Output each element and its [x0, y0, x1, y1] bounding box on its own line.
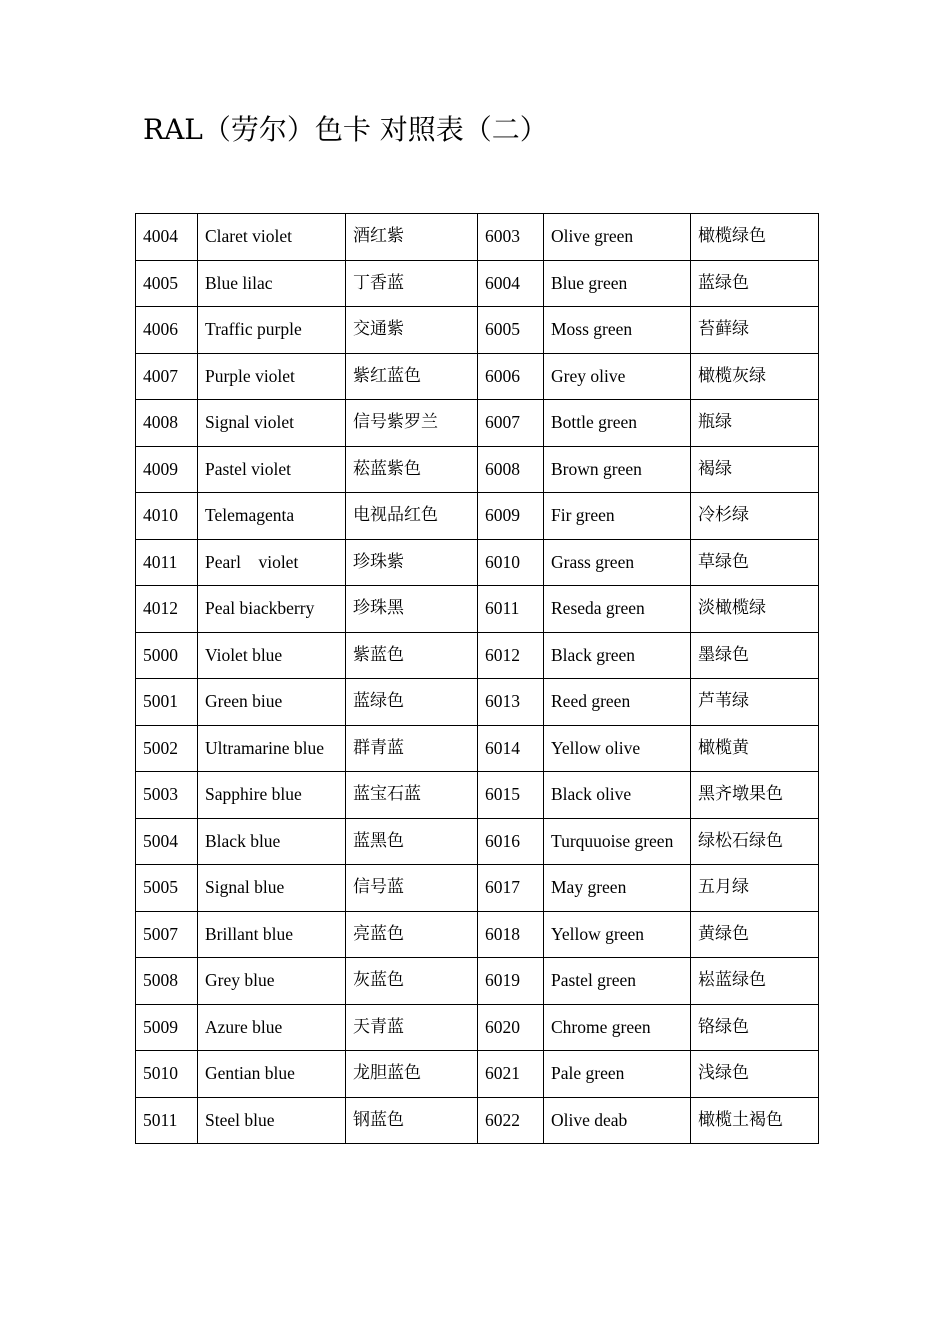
chinese-name-cell: 五月绿 — [691, 865, 819, 912]
ral-code-cell: 6010 — [478, 539, 544, 586]
ral-code-cell: 5000 — [136, 632, 198, 679]
ral-code-cell: 5002 — [136, 725, 198, 772]
ral-color-table — [135, 213, 819, 1144]
chinese-name-cell: 蓝绿色 — [691, 260, 819, 307]
ral-code-cell: 6012 — [478, 632, 544, 679]
english-name-cell: Brown green — [544, 446, 691, 493]
ral-code-cell: 5010 — [136, 1051, 198, 1098]
english-name-cell: Turquuoise green — [544, 818, 691, 865]
english-name-cell: Brillant blue — [198, 911, 346, 958]
chinese-name-cell: 橄榄黄 — [691, 725, 819, 772]
chinese-name-cell: 蓝黑色 — [346, 818, 478, 865]
chinese-name-cell: 信号紫罗兰 — [346, 400, 478, 447]
table-row — [136, 772, 819, 819]
chinese-name-cell: 墨绿色 — [691, 632, 819, 679]
ral-code-cell: 4007 — [136, 353, 198, 400]
ral-code-cell: 6021 — [478, 1051, 544, 1098]
english-name-cell: Ultramarine blue — [198, 725, 346, 772]
chinese-name-cell: 苔藓绿 — [691, 307, 819, 354]
chinese-name-cell: 绿松石绿色 — [691, 818, 819, 865]
ral-code-cell: 6009 — [478, 493, 544, 540]
ral-code-cell: 6007 — [478, 400, 544, 447]
english-name-cell: Blue green — [544, 260, 691, 307]
english-name-cell: Pastel violet — [198, 446, 346, 493]
chinese-name-cell: 龙胆蓝色 — [346, 1051, 478, 1098]
chinese-name-cell: 群青蓝 — [346, 725, 478, 772]
ral-code-cell: 5011 — [136, 1097, 198, 1144]
chinese-name-cell: 橄榄绿色 — [691, 214, 819, 261]
ral-code-cell: 4011 — [136, 539, 198, 586]
english-name-cell: Bottle green — [544, 400, 691, 447]
ral-code-cell: 5004 — [136, 818, 198, 865]
english-name-cell: Black green — [544, 632, 691, 679]
english-name-cell: Black olive — [544, 772, 691, 819]
english-name-cell: Moss green — [544, 307, 691, 354]
ral-code-cell: 6011 — [478, 586, 544, 633]
chinese-name-cell: 钢蓝色 — [346, 1097, 478, 1144]
chinese-name-cell: 信号蓝 — [346, 865, 478, 912]
chinese-name-cell: 丁香蓝 — [346, 260, 478, 307]
table-row — [136, 214, 819, 261]
table-body — [136, 214, 819, 1144]
english-name-cell: Yellow olive — [544, 725, 691, 772]
chinese-name-cell: 瓶绿 — [691, 400, 819, 447]
table-row — [136, 725, 819, 772]
english-name-cell: Purple violet — [198, 353, 346, 400]
page-title: RAL（劳尔）色卡 对照表（二） — [143, 113, 548, 146]
english-name-cell: Fir green — [544, 493, 691, 540]
chinese-name-cell: 铬绿色 — [691, 1004, 819, 1051]
table-row — [136, 353, 819, 400]
ral-code-cell: 6013 — [478, 679, 544, 726]
chinese-name-cell: 黄绿色 — [691, 911, 819, 958]
english-name-cell: Claret violet — [198, 214, 346, 261]
ral-code-cell: 6006 — [478, 353, 544, 400]
english-name-cell: Black blue — [198, 818, 346, 865]
table-row — [136, 539, 819, 586]
table-row — [136, 632, 819, 679]
ral-code-cell: 6019 — [478, 958, 544, 1005]
chinese-name-cell: 崧蓝绿色 — [691, 958, 819, 1005]
english-name-cell: Olive deab — [544, 1097, 691, 1144]
english-name-cell: Grass green — [544, 539, 691, 586]
table-row — [136, 446, 819, 493]
ral-code-cell: 4010 — [136, 493, 198, 540]
ral-code-cell: 4012 — [136, 586, 198, 633]
chinese-name-cell: 珍珠黑 — [346, 586, 478, 633]
table-row — [136, 911, 819, 958]
english-name-cell: Telemagenta — [198, 493, 346, 540]
ral-code-cell: 5005 — [136, 865, 198, 912]
table-row — [136, 865, 819, 912]
ral-code-cell: 4004 — [136, 214, 198, 261]
chinese-name-cell: 紫红蓝色 — [346, 353, 478, 400]
chinese-name-cell: 蓝绿色 — [346, 679, 478, 726]
chinese-name-cell: 冷杉绿 — [691, 493, 819, 540]
english-name-cell: Yellow green — [544, 911, 691, 958]
english-name-cell: Olive green — [544, 214, 691, 261]
chinese-name-cell: 灰蓝色 — [346, 958, 478, 1005]
ral-code-cell: 4006 — [136, 307, 198, 354]
ral-code-cell: 5009 — [136, 1004, 198, 1051]
english-name-cell: Reseda green — [544, 586, 691, 633]
english-name-cell: Grey blue — [198, 958, 346, 1005]
chinese-name-cell: 蓝宝石蓝 — [346, 772, 478, 819]
ral-code-cell: 6016 — [478, 818, 544, 865]
table-row — [136, 818, 819, 865]
table-row — [136, 1051, 819, 1098]
chinese-name-cell: 橄榄土褐色 — [691, 1097, 819, 1144]
chinese-name-cell: 芦苇绿 — [691, 679, 819, 726]
english-name-cell: Green biue — [198, 679, 346, 726]
english-name-cell: May green — [544, 865, 691, 912]
chinese-name-cell: 紫蓝色 — [346, 632, 478, 679]
english-name-cell: Blue lilac — [198, 260, 346, 307]
chinese-name-cell: 草绿色 — [691, 539, 819, 586]
ral-code-cell: 6015 — [478, 772, 544, 819]
ral-code-cell: 5001 — [136, 679, 198, 726]
table-row — [136, 586, 819, 633]
english-name-cell: Chrome green — [544, 1004, 691, 1051]
english-name-cell: Peal biackberry — [198, 586, 346, 633]
table-row — [136, 493, 819, 540]
english-name-cell: Pearl violet — [198, 539, 346, 586]
ral-code-cell: 6022 — [478, 1097, 544, 1144]
english-name-cell: Steel blue — [198, 1097, 346, 1144]
english-name-cell: Violet blue — [198, 632, 346, 679]
english-name-cell: Signal violet — [198, 400, 346, 447]
ral-code-cell: 6017 — [478, 865, 544, 912]
ral-code-cell: 6014 — [478, 725, 544, 772]
table-row — [136, 958, 819, 1005]
chinese-name-cell: 酒红紫 — [346, 214, 478, 261]
english-name-cell: Reed green — [544, 679, 691, 726]
english-name-cell: Sapphire blue — [198, 772, 346, 819]
english-name-cell: Azure blue — [198, 1004, 346, 1051]
english-name-cell: Gentian blue — [198, 1051, 346, 1098]
table-row — [136, 260, 819, 307]
chinese-name-cell: 橄榄灰绿 — [691, 353, 819, 400]
chinese-name-cell: 黑齐墩果色 — [691, 772, 819, 819]
table-row — [136, 1004, 819, 1051]
ral-code-cell: 6018 — [478, 911, 544, 958]
chinese-name-cell: 交通紫 — [346, 307, 478, 354]
table-row — [136, 400, 819, 447]
table-row — [136, 1097, 819, 1144]
ral-code-cell: 6005 — [478, 307, 544, 354]
ral-code-cell: 6020 — [478, 1004, 544, 1051]
chinese-name-cell: 电视品红色 — [346, 493, 478, 540]
ral-code-cell: 4009 — [136, 446, 198, 493]
chinese-name-cell: 亮蓝色 — [346, 911, 478, 958]
chinese-name-cell: 菘蓝紫色 — [346, 446, 478, 493]
english-name-cell: Traffic purple — [198, 307, 346, 354]
chinese-name-cell: 珍珠紫 — [346, 539, 478, 586]
ral-code-cell: 6008 — [478, 446, 544, 493]
ral-code-cell: 5007 — [136, 911, 198, 958]
table-row — [136, 679, 819, 726]
chinese-name-cell: 褐绿 — [691, 446, 819, 493]
english-name-cell: Pale green — [544, 1051, 691, 1098]
english-name-cell: Pastel green — [544, 958, 691, 1005]
english-name-cell: Grey olive — [544, 353, 691, 400]
chinese-name-cell: 浅绿色 — [691, 1051, 819, 1098]
ral-code-cell: 5003 — [136, 772, 198, 819]
ral-code-cell: 6003 — [478, 214, 544, 261]
chinese-name-cell: 淡橄榄绿 — [691, 586, 819, 633]
ral-code-cell: 6004 — [478, 260, 544, 307]
ral-code-cell: 5008 — [136, 958, 198, 1005]
table-row — [136, 307, 819, 354]
chinese-name-cell: 天青蓝 — [346, 1004, 478, 1051]
ral-code-cell: 4005 — [136, 260, 198, 307]
english-name-cell: Signal blue — [198, 865, 346, 912]
ral-code-cell: 4008 — [136, 400, 198, 447]
